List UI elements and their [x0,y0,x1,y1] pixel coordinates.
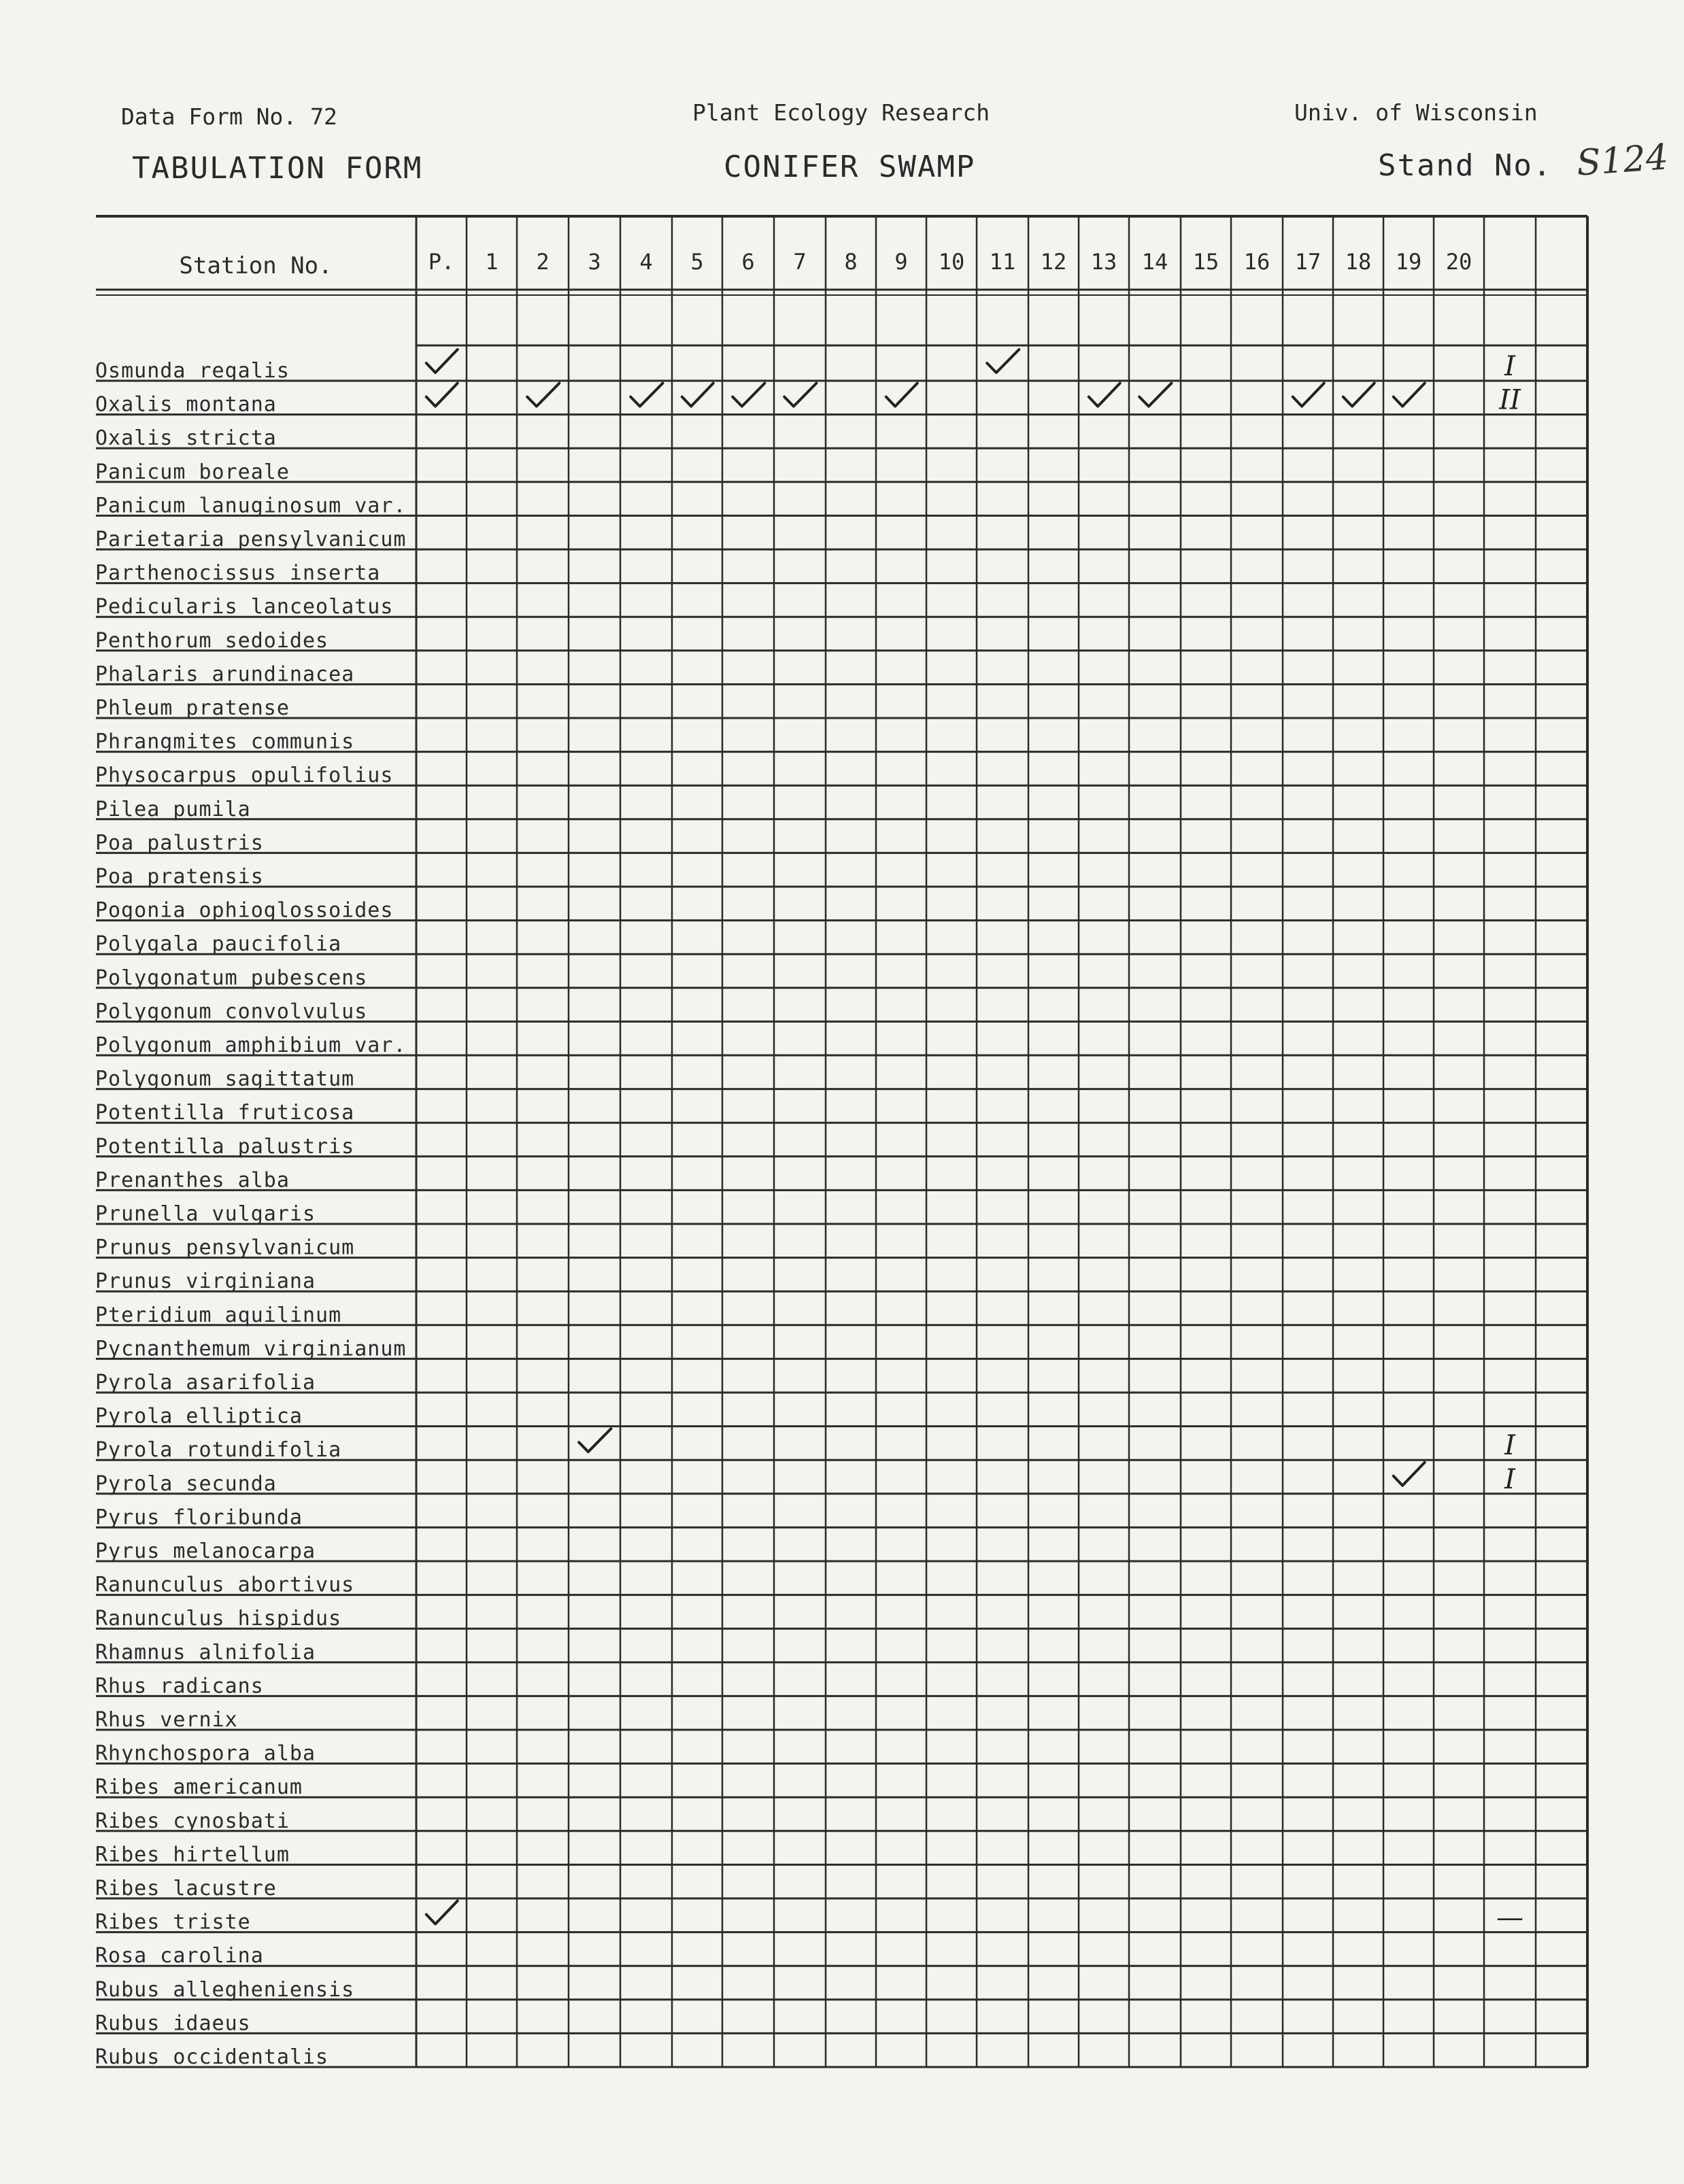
species-name: Pyrola asarifolia [95,1371,316,1395]
species-name: Penthorum sedoides [95,628,329,653]
species-name: Prunus virginiana [95,1269,316,1294]
station-column-header: 10 [938,249,965,275]
species-name: Ribes triste [95,1910,251,1934]
station-column-header: 12 [1040,249,1067,275]
species-name: Polygonatum pubescens [95,966,368,990]
check-mark-icon [1394,1463,1425,1486]
species-name: Ribes hirtellum [95,1843,290,1867]
species-name: Prenanthes alba [95,1168,290,1193]
station-column-header: 13 [1090,249,1117,275]
form-number: Data Form No. 72 [121,103,337,130]
species-name: Phalaris arundinacea [95,662,355,687]
tally-mark: I [1504,351,1515,382]
species-name: Pilea pumila [95,797,251,821]
species-name: Pogonia ophioglossoides [95,898,394,923]
species-name: Potentilla palustris [95,1134,355,1159]
species-name: Pedicularis lanceolatus [95,595,394,619]
species-name: Ranunculus hispidus [95,1607,342,1631]
species-name: Pyrola elliptica [95,1404,303,1429]
species-name: Pyrola secunda [95,1471,277,1496]
check-mark-icon [682,383,713,407]
species-name: Pyrus floribunda [95,1505,303,1530]
check-mark-icon [426,349,458,373]
station-column-header: P. [428,249,455,275]
station-column-header: 14 [1141,249,1168,275]
species-name: Rosa carolina [95,1944,264,1968]
station-column-header: 7 [793,249,807,275]
station-column-header: 6 [741,249,755,275]
station-column-header: 8 [844,249,858,275]
check-mark-icon [1089,383,1120,407]
species-name: Ribes americanum [95,1775,303,1800]
species-name: Ranunculus abortivus [95,1573,355,1597]
form-title: TABULATION FORM [132,151,423,186]
species-name: Poa palustris [95,831,264,855]
species-name: Pyrus melanocarpa [95,1539,316,1563]
station-column-header: 4 [639,249,653,275]
species-name: Rhus radicans [95,1674,264,1699]
species-name: Physocarpus opulifolius [95,764,394,788]
check-mark-icon [1293,383,1324,407]
species-name: Polygonum convolvulus [95,1000,368,1024]
tally-mark: II [1499,384,1521,416]
species-name: Ribes lacustre [95,1877,277,1900]
check-mark-icon [426,1901,458,1924]
station-column-header: 17 [1294,249,1321,275]
species-name: Pteridium aquilinum [95,1303,342,1327]
species-name: Phleum pratense [95,696,290,720]
species-name: Rubus occidentalis [95,2045,329,2069]
check-mark-icon [1394,383,1425,407]
check-mark-icon [579,1429,611,1452]
station-column-header: 3 [588,249,601,275]
tally-mark: I [1504,1430,1515,1462]
check-mark-icon [1139,383,1171,407]
stand-number-handwritten: S124 [1575,137,1670,184]
species-name: Rhus vernix [95,1708,238,1732]
station-column-header: 20 [1445,249,1472,275]
species-name: Phrangmites communis [95,730,355,754]
station-column-header: 15 [1192,249,1219,275]
species-name: Osmunda regalis [95,359,290,383]
university-name: Univ. of Wisconsin [1294,99,1538,126]
species-name: Prunella vulgaris [95,1202,316,1226]
check-mark-icon [1343,383,1375,407]
species-name: Pyrola rotundifolia [95,1438,342,1463]
species-name: Prunus pensylvanicum [95,1235,355,1260]
station-column-header: 2 [536,249,550,275]
species-name: Parietaria pensylvanicum [95,528,407,551]
species-name: Rubus idaeus [95,2011,251,2036]
community-type: CONIFER SWAMP [724,150,976,184]
species-name: Parthenocissus inserta [95,561,381,585]
check-mark-icon [886,383,917,407]
species-name: Poa pratensis [95,865,264,889]
check-mark-icon [527,383,559,407]
check-mark-icon [732,383,764,407]
station-number-label: Station No. [179,252,333,279]
tally-mark: — [1496,1902,1523,1934]
species-name: Potentilla fruticosa [95,1101,355,1125]
species-name: Polygala paucifolia [95,932,342,957]
species-name: Polygonum amphibium var. [95,1034,407,1057]
station-column-header: 18 [1345,249,1372,275]
check-mark-icon [630,383,662,407]
species-name: Oxalis montana [95,392,277,417]
species-name: Ribes cynosbati [95,1809,290,1833]
station-column-header: 19 [1395,249,1422,275]
check-mark-icon [987,349,1019,373]
species-name: Rhamnus alnifolia [95,1640,316,1665]
species-name: Rhynchospora alba [95,1741,316,1766]
species-name: Polygonum sagittatum [95,1067,355,1091]
species-name: Pycnanthemum virginianum [95,1337,407,1361]
research-program: Plant Ecology Research [692,99,990,126]
tally-mark: I [1504,1463,1515,1495]
stand-label: Stand No. [1378,148,1553,183]
species-name: Rubus allegheniensis [95,1977,355,2002]
station-column-header: 11 [989,249,1016,275]
station-column-header: 5 [690,249,704,275]
check-mark-icon [784,383,816,407]
check-mark-icon [426,383,458,407]
species-name: Oxalis stricta [95,426,277,451]
species-name: Panicum boreale [95,460,290,484]
station-column-header: 9 [894,249,908,275]
species-name: Panicum lanuginosum var. [95,494,407,518]
station-column-header: 1 [485,249,499,275]
station-column-header: 16 [1243,249,1270,275]
